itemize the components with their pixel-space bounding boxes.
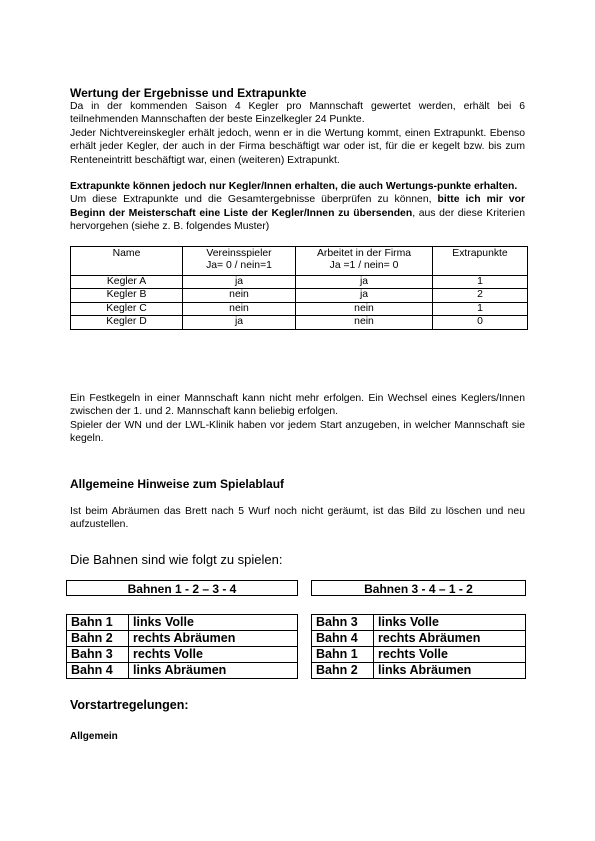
table-cell: Bahn 3 [67,647,129,663]
table-row [67,631,298,647]
table-cell: links Abräumen [129,663,298,679]
paragraph-spielablauf: Ist beim Abräumen das Brett nach 5 Wurf noch nicht geräumt, ist das Bild zu löschen und neu aufzustellen. [70,506,525,531]
section-wertung [70,86,525,330]
table-cell: rechts Abräumen [129,631,298,647]
table-row [312,663,526,679]
lanes-right-table [311,614,526,679]
table-row [71,275,528,289]
criteria-header-vereinsspieler: Vereinsspieler Ja= 0 / nein=1 [183,246,296,275]
table-row [312,615,526,631]
table-cell: Bahn 2 [67,631,129,647]
table-cell: 2 [433,289,528,303]
table-cell: ja [296,289,433,303]
criteria-header-firma: Arbeitet in der Firma Ja =1 / nein= 0 [296,246,433,275]
table-cell: Kegler D [71,316,183,330]
table-cell: nein [183,302,296,316]
table-row [67,663,298,679]
criteria-header-extrapunkte: Extrapunkte [433,246,528,275]
table-cell: Kegler B [71,289,183,303]
section-festkegeln [70,392,525,446]
section-title-wertung: Wertung der Ergebnisse und Extrapunkte [70,86,307,100]
table-cell: Bahn 3 [312,615,374,631]
table-cell: rechts Volle [129,647,298,663]
table-row [67,615,298,631]
table-row [71,302,528,316]
criteria-header-name: Name [71,246,183,275]
table-row [312,647,526,663]
table-cell: Bahn 1 [312,647,374,663]
table-cell: nein [296,302,433,316]
lanes-left-table [66,614,298,679]
section-title-spielablauf: Allgemeine Hinweise zum Spielablauf [70,477,285,491]
table-cell: 1 [433,302,528,316]
table-cell: rechts Abräumen [374,631,526,647]
paragraph-wertung-1: Da in der kommenden Saison 4 Kegler pro Mannschaft gewertet werden, erhält bei 6 teilnehmenden Mannschaften der beste Einzelkegler 24 Punkte. [70,101,525,126]
paragraph-wertung-4-start: Um diese Extrapunkte und die Gesamtergebnisse überprüfen zu können, [70,194,438,206]
section-spielablauf [70,477,525,532]
table-cell: links Volle [129,615,298,631]
paragraph-wertung-2: Jeder Nichtvereinskegler erhält jedoch, wenn er in die Wertung kommt, einen Extrapunkt. Ebenso erhält jeder Kegler, der auch in der Firma beschäftigt war oder ist, für die er kegelt bzw. bis zum Renteneintritt beschäftigt war, einen (weiteren) Extrapunkt. [70,127,525,166]
table-cell: links Volle [374,615,526,631]
table-cell: ja [183,275,296,289]
paragraph-festkegeln-2: Spieler der WN und der LWL-Klinik haben vor jedem Start anzugeben, in welcher Mannschaft sie kegeln. [70,419,525,445]
lanes-right-heading: Bahnen 3 - 4 – 1 - 2 [311,580,526,596]
lanes-left-heading: Bahnen 1 - 2 – 3 - 4 [66,580,298,596]
lanes-intro: Die Bahnen sind wie folgt zu spielen: [70,552,283,567]
table-cell: 1 [433,275,528,289]
table-cell: Bahn 4 [67,663,129,679]
table-cell: Bahn 2 [312,663,374,679]
subsection-title-allgemein: Allgemein [70,731,118,742]
section-title-vorstart: Vorstartregelungen: [70,698,189,712]
paragraph-wertung-4 [70,193,525,233]
table-cell: ja [296,275,433,289]
table-cell: Kegler A [71,275,183,289]
table-row [312,631,526,647]
criteria-header-row [71,246,528,275]
table-cell: nein [183,289,296,303]
paragraph-extrapunkte-bold: Extrapunkte können jedoch nur Kegler/Innen erhalten, die auch Wertungs-punkte erhalten. [70,181,518,193]
criteria-table [70,246,528,330]
table-cell: links Abräumen [374,663,526,679]
table-cell: rechts Volle [374,647,526,663]
table-cell: 0 [433,316,528,330]
table-row [71,316,528,330]
paragraph-wertung-4-bold: bitte ich mir vor Beginn der Meisterschaft eine Liste der Kegler/Innen zu übersenden [70,194,525,219]
table-cell: Bahn 1 [67,615,129,631]
table-row [67,647,298,663]
table-row [71,289,528,303]
paragraph-wertung-4-end: , aus der diese Kriterien hervorgehen (siehe z. B. folgendes Muster) [70,207,525,233]
table-cell: ja [183,316,296,330]
table-cell: Kegler C [71,302,183,316]
paragraph-festkegeln-1: Ein Festkegeln in einer Mannschaft kann nicht mehr erfolgen. Ein Wechsel eines Keglers/Innen zwischen der 1. und 2. Mannschaft kann beliebig erfolgen. [70,393,525,418]
table-cell: nein [296,316,433,330]
table-cell: Bahn 4 [312,631,374,647]
